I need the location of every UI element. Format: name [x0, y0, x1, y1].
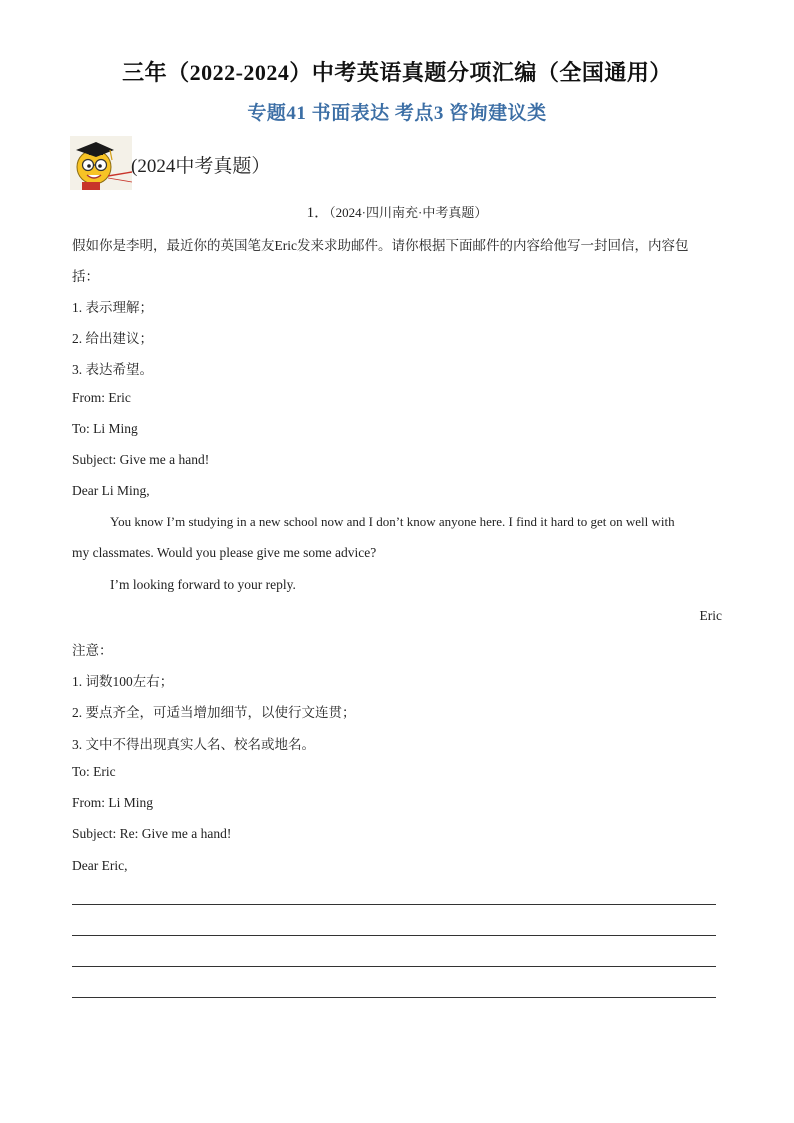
- professor-mascot-icon: [70, 136, 132, 190]
- prompt-point-3: 3. 表达希望。: [72, 362, 153, 377]
- note-2: 2. 要点齐全，可适当增加细节，以使行文连贯；: [72, 705, 356, 720]
- prompt-point-2: 2. 给出建议；: [72, 331, 153, 346]
- email-body-line-2: my classmates. Would you please give me some advice?: [72, 545, 377, 560]
- answer-line[interactable]: [72, 904, 716, 905]
- email-body-line-1: You know I’m studying in a new school now and I don’t know anyone here. I find it hard to get on well with: [110, 514, 675, 529]
- section-label: (2024中考真题）: [131, 156, 271, 177]
- document-subtitle: 专题41 书面表达 考点3 咨询建议类: [247, 103, 547, 124]
- question-source: （2024·四川南充·中考真题）: [329, 205, 488, 220]
- answer-line[interactable]: [72, 935, 716, 936]
- email-greeting: Dear Li Ming,: [72, 483, 150, 498]
- email-from: From: Eric: [72, 390, 131, 405]
- document-title: 三年（2022-2024）中考英语真题分项汇编（全国通用）: [122, 60, 672, 85]
- prompt-line-1: 假如你是李明，最近你的英国笔友Eric发来求助邮件。请你根据下面邮件的内容给他写一封回信，内容包: [72, 238, 689, 253]
- email-body-line-3: I’m looking forward to your reply.: [110, 577, 296, 592]
- email-to: To: Li Ming: [72, 421, 138, 436]
- question-header: [0, 201, 794, 222]
- reply-greeting: Dear Eric,: [72, 858, 128, 873]
- prompt-point-1: 1. 表示理解；: [72, 300, 153, 315]
- reply-subject: Subject: Re: Give me a hand!: [72, 826, 232, 841]
- question-number: 1．: [306, 205, 330, 221]
- reply-from: From: Li Ming: [72, 795, 154, 810]
- answer-line[interactable]: [72, 997, 716, 998]
- prompt-line-2: 括：: [72, 269, 99, 284]
- note-1: 1. 词数100左右；: [72, 674, 174, 689]
- notes-title: 注意：: [72, 643, 113, 658]
- answer-line[interactable]: [72, 966, 716, 967]
- note-3: 3. 文中不得出现真实人名、校名或地名。: [72, 737, 315, 752]
- email-subject: Subject: Give me a hand!: [72, 452, 210, 467]
- email-signature: Eric: [699, 608, 722, 623]
- reply-to: To: Eric: [72, 764, 116, 779]
